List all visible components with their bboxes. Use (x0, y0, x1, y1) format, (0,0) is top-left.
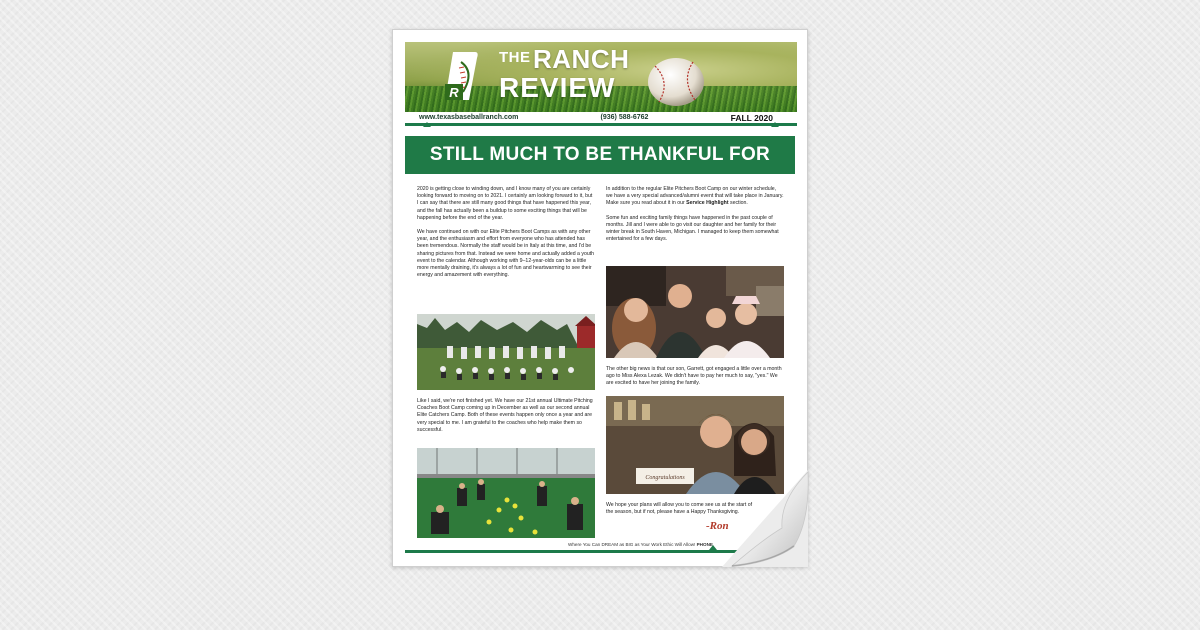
article-headline: STILL MUCH TO BE THANKFUL FOR (405, 136, 795, 174)
indoor-training-photo (417, 448, 595, 538)
camp-group-photo (417, 314, 595, 390)
infobar-notch-left (423, 122, 431, 127)
family-photo (606, 266, 784, 358)
right-paragraph-1: In addition to the regular Elite Pitchers Boot Camp on our winter schedule, we have a very special advanced/alumni event that will take place in January. Make sure you read about it in our Service Highlight section. (606, 186, 784, 207)
right-column-middle (606, 366, 784, 395)
signature: -Ron (706, 520, 729, 532)
page-curl-icon (722, 470, 812, 570)
left-column-lower (417, 398, 595, 441)
left-paragraph-1: 2020 is getting close to winding down, and I know many of you are certainly looking forward to moving on to 2021. I certainly am looking forward to it, but I can say that there are still many good things that have happened this year, and the fall has actually been a buildup to some exciting things that will be happening before the end of the year. (417, 186, 593, 221)
right-paragraph-4: We hope your plans will allow you to come see us at the start of the season, but if not, please have a Happy Thanksgiving. (606, 502, 753, 516)
right-paragraph-3: The other big news is that our son, Garrett, got engaged a little over a month ago to Miss Alexa Lezak. We didn't have to pay her much to say, "yes." We are excited to have her joining the family. (606, 366, 782, 387)
service-highlight-link: Service Highlight (686, 200, 729, 207)
masthead-banner (405, 42, 797, 112)
right-column (606, 186, 784, 250)
footer-tagline: Where You Can DREAM as BIG as Your Work Ethic Will Allow! PHONE (568, 542, 713, 547)
title-review: REVIEW (499, 72, 616, 103)
cake-text: Congratulations (645, 475, 685, 481)
left-paragraph-3: Like I said, we're not finished yet. We have our 21st annual Ultimate Pitching Coaches Boot Camp coming up in December as well as our second annual Elite Catchers Camp. Both of these events happen only once a year and are very special to me. I am grateful to the coaches who help make them so successful. (417, 398, 593, 433)
ranch-logo-icon (439, 48, 481, 104)
issue-season: FALL 2020 (730, 112, 773, 123)
footer-notch (709, 545, 717, 550)
left-paragraph-2: We have continued on with our Elite Pitchers Boot Camps as with any other year, and the enthusiasm and effort from everyone who has attended has been tremendous. Normally the staff would be in Italy at this time, and I'd be sharing pictures from that. Instead we were home and actually added a youth event to the calendar. Although working with 9–12-year-olds can be a little more mentally draining, it's always a lot of fun and heartwarming to see their energy and amazement with everything. (417, 229, 595, 279)
title-ranch: RANCH (533, 44, 630, 74)
baseball-image (641, 52, 711, 108)
logo-letter: R (449, 85, 459, 100)
footer-phone-label: PHONE (696, 542, 713, 547)
title-the: THE (499, 49, 531, 66)
masthead-info-bar (405, 112, 797, 126)
infobar-notch-right (771, 122, 779, 127)
phone-number: (936) 588-6762 (600, 114, 649, 121)
right-paragraph-2: Some fun and exciting family things have happened in the past couple of months. Jill and I were able to go visit our daughter and her family for their winter break in South Haven, Michigan. I managed to keep them somewhat entertained for a few days. (606, 214, 779, 243)
left-column (417, 186, 595, 286)
website-link[interactable]: www.texasbaseballranch.com (419, 114, 519, 121)
